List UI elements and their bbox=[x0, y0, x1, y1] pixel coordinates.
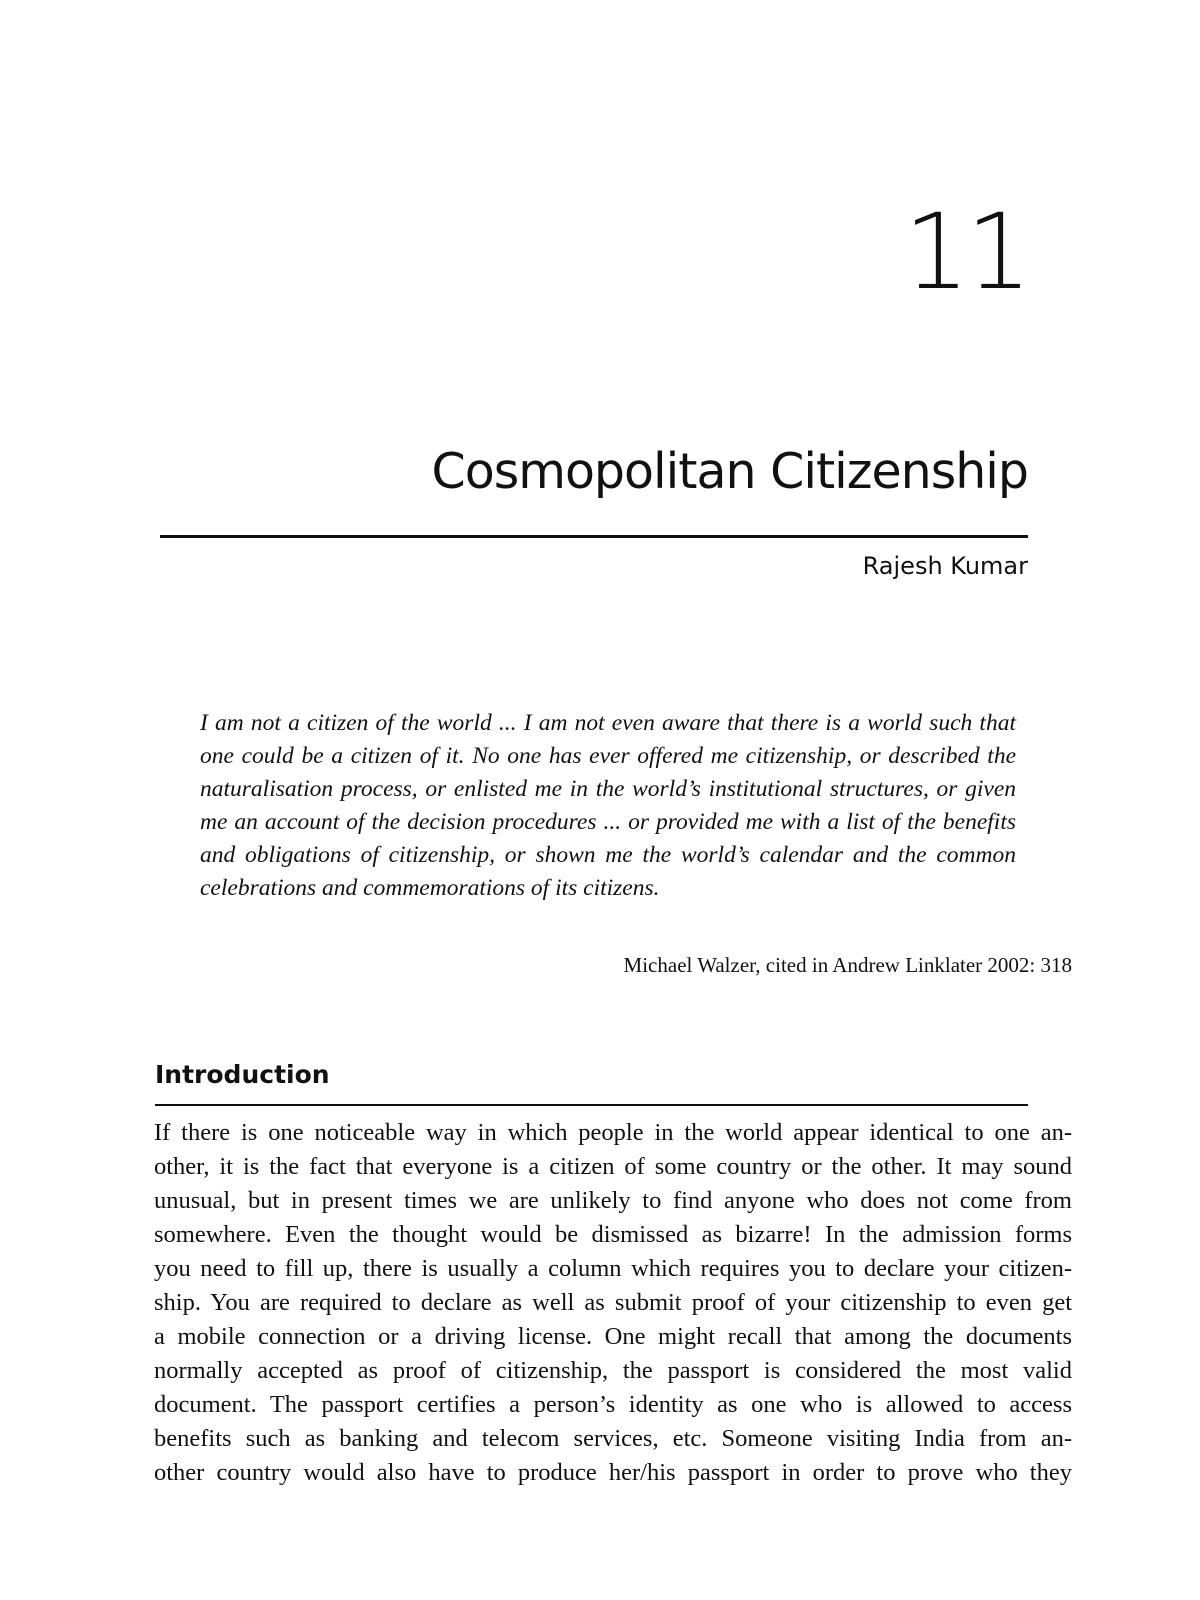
title-divider bbox=[160, 535, 1028, 538]
paragraph-line: ship. You are required to declare as well as submit proof of your citizenship to even get bbox=[154, 1289, 1072, 1316]
paragraph-line: you need to fill up, there is usually a column which requires you to declare your citizen- bbox=[154, 1255, 1072, 1282]
section-heading: Introduction bbox=[155, 1060, 330, 1089]
paragraph-line: a mobile connection or a driving license. One might recall that among the documents bbox=[154, 1323, 1072, 1350]
section-divider bbox=[155, 1104, 1028, 1106]
paragraph-line: other, it is the fact that everyone is a citizen of some country or the other. It may sound bbox=[154, 1153, 1072, 1180]
paragraph-line: somewhere. Even the thought would be dismissed as bizarre! In the admission forms bbox=[154, 1221, 1072, 1248]
chapter-title: Cosmopolitan Citizenship bbox=[431, 443, 1028, 500]
chapter-author: Rajesh Kumar bbox=[862, 552, 1028, 580]
paragraph-line: normally accepted as proof of citizenship, the passport is considered the most valid bbox=[154, 1357, 1072, 1384]
chapter-number: 11 bbox=[903, 191, 1028, 313]
body-paragraph bbox=[154, 1116, 1072, 1490]
paragraph-line: benefits such as banking and telecom services, etc. Someone visiting India from an- bbox=[154, 1425, 1072, 1452]
epigraph-quote: I am not a citizen of the world ... I am not even aware that there is a world such that one could be a citizen of it. No one has ever offered me citizenship, or described the naturalisation process, or enlisted me in the world’s institutional structures, or given me an account of the decision procedures ... or provided me with a list of the benefits and obligations of citizenship, or shown me the world’s calendar and the common celebrations and commemorations of its citizens. bbox=[200, 710, 1016, 901]
paragraph-line: document. The passport certifies a person’s identity as one who is allowed to access bbox=[154, 1391, 1072, 1418]
paragraph-line: unusual, but in present times we are unlikely to find anyone who does not come from bbox=[154, 1187, 1072, 1214]
paragraph-line: If there is one noticeable way in which people in the world appear identical to one an- bbox=[154, 1119, 1072, 1146]
epigraph-attribution: Michael Walzer, cited in Andrew Linklater 2002: 318 bbox=[623, 953, 1072, 977]
paragraph-line: other country would also have to produce her/his passport in order to prove who they bbox=[154, 1459, 1072, 1486]
